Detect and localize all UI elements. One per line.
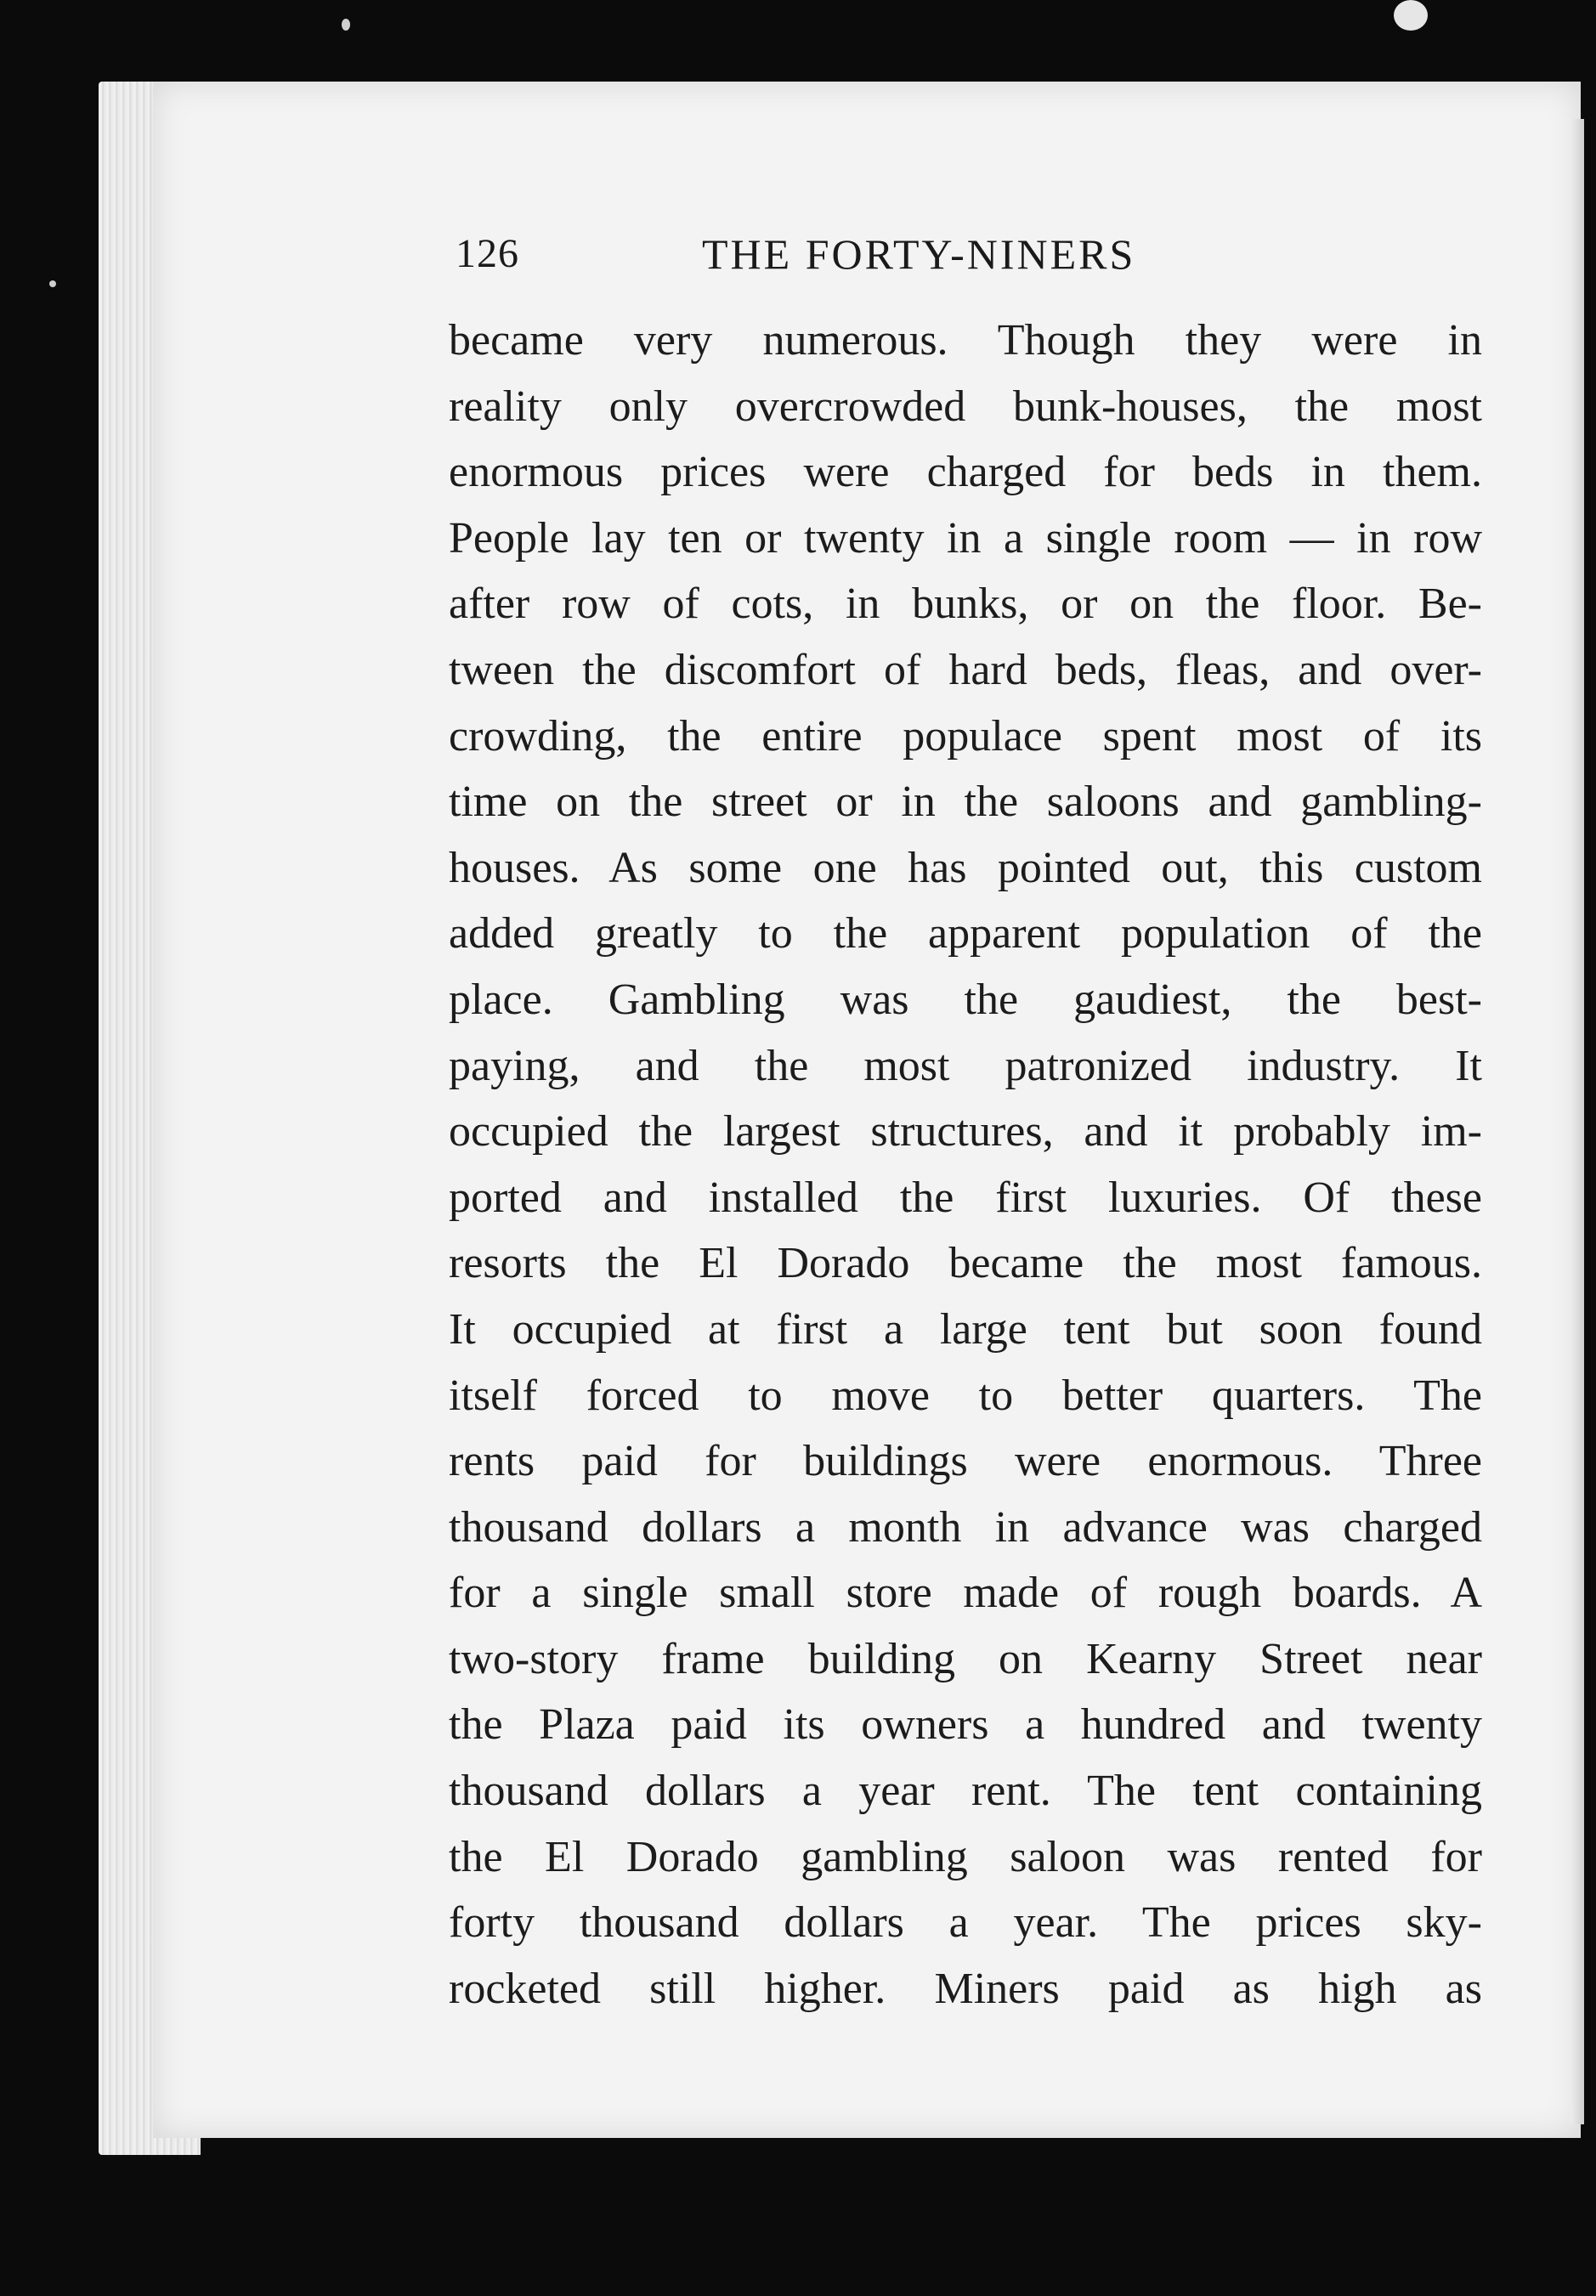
running-title: THE FORTY-NINERS — [702, 230, 1136, 278]
scan-speck — [1394, 0, 1428, 31]
text-line: after row of cots, in bunks, or on the floor. Be- — [449, 580, 1482, 629]
text-line: added greatly to the apparent population of the — [449, 909, 1482, 959]
text-line: place. Gambling was the gaudiest, the best- — [449, 975, 1482, 1024]
text-line: occupied the largest structures, and it probably im- — [449, 1107, 1482, 1156]
text-line: reality only overcrowded bunk-houses, the most — [449, 382, 1482, 431]
scan-speck — [49, 280, 56, 287]
text-line: ported and installed the first luxuries. Of these — [449, 1173, 1482, 1222]
page-number: 126 — [456, 231, 519, 276]
page-right-edge — [1571, 119, 1584, 2124]
text-line: time on the street or in the saloons and gambling- — [449, 778, 1482, 827]
body-text — [449, 308, 1482, 2022]
text-line: the Plaza paid its owners a hundred and twenty — [449, 1700, 1482, 1750]
text-line: itself forced to move to better quarters. The — [449, 1371, 1482, 1420]
text-line: forty thousand dollars a year. The prices sky- — [449, 1898, 1482, 1948]
text-line: the El Dorado gambling saloon was rented for — [449, 1832, 1482, 1881]
text-line: resorts the El Dorado became the most famous. — [449, 1239, 1482, 1288]
text-line: crowding, the entire populace spent most of its — [449, 711, 1482, 761]
text-line: It occupied at first a large tent but soon found — [449, 1304, 1482, 1354]
text-line: thousand dollars a month in advance was charged — [449, 1502, 1482, 1552]
text-line: for a single small store made of rough boards. A — [449, 1569, 1482, 1618]
scan-speck — [342, 19, 350, 31]
text-line: rents paid for buildings were enormous. Three — [449, 1437, 1482, 1486]
page-header — [456, 224, 1509, 284]
text-line: became very numerous. Though they were in — [449, 316, 1482, 365]
text-line: People lay ten or twenty in a single room — in row — [449, 513, 1482, 563]
text-line: enormous prices were charged for beds in them. — [449, 448, 1482, 497]
text-line: two-story frame building on Kearny Street near — [449, 1634, 1482, 1683]
text-line: houses. As some one has pointed out, this custom — [449, 843, 1482, 892]
text-line: tween the discomfort of hard beds, fleas, and over- — [449, 645, 1482, 694]
text-line: paying, and the most patronized industry. It — [449, 1041, 1482, 1090]
text-line: thousand dollars a year rent. The tent containing — [449, 1767, 1482, 1816]
text-line: rocketed still higher. Miners paid as high as — [449, 1964, 1482, 2013]
